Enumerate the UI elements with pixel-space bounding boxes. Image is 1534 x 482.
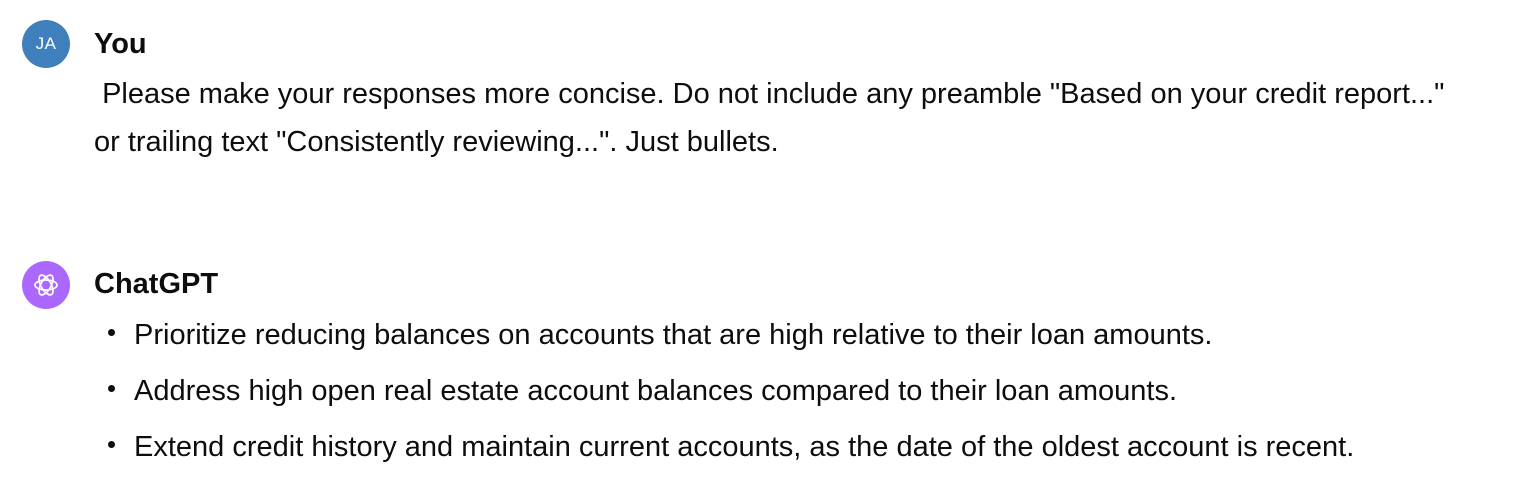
bullet-text: Extend credit history and maintain current accounts, as the date of the oldest account is recent. [134,431,1355,463]
bullet-text: Prioritize reducing balances on accounts that are high relative to their loan amounts. [134,319,1213,351]
user-avatar-initials: JA [35,34,57,53]
bullet-dot [108,385,115,392]
bullet-dot [108,441,115,448]
bullet-dot [108,329,115,336]
bullet-item [94,313,1524,357]
assistant-author-name: ChatGPT [94,268,219,300]
user-message-text: Please make your responses more concise. Do not include any preamble "Based on your credit report..." or trailing text "Consistently reviewing...". Just bullets. [94,78,1453,158]
user-author-name: You [94,28,147,60]
bullet-text: Address high open real estate account balances compared to their loan amounts. [134,375,1178,407]
user-avatar [22,20,70,68]
openai-logo-icon [30,269,62,301]
assistant-bullet-list [94,313,1524,481]
assistant-avatar [22,261,70,309]
bullet-item [94,369,1524,413]
bullet-item [94,425,1524,469]
